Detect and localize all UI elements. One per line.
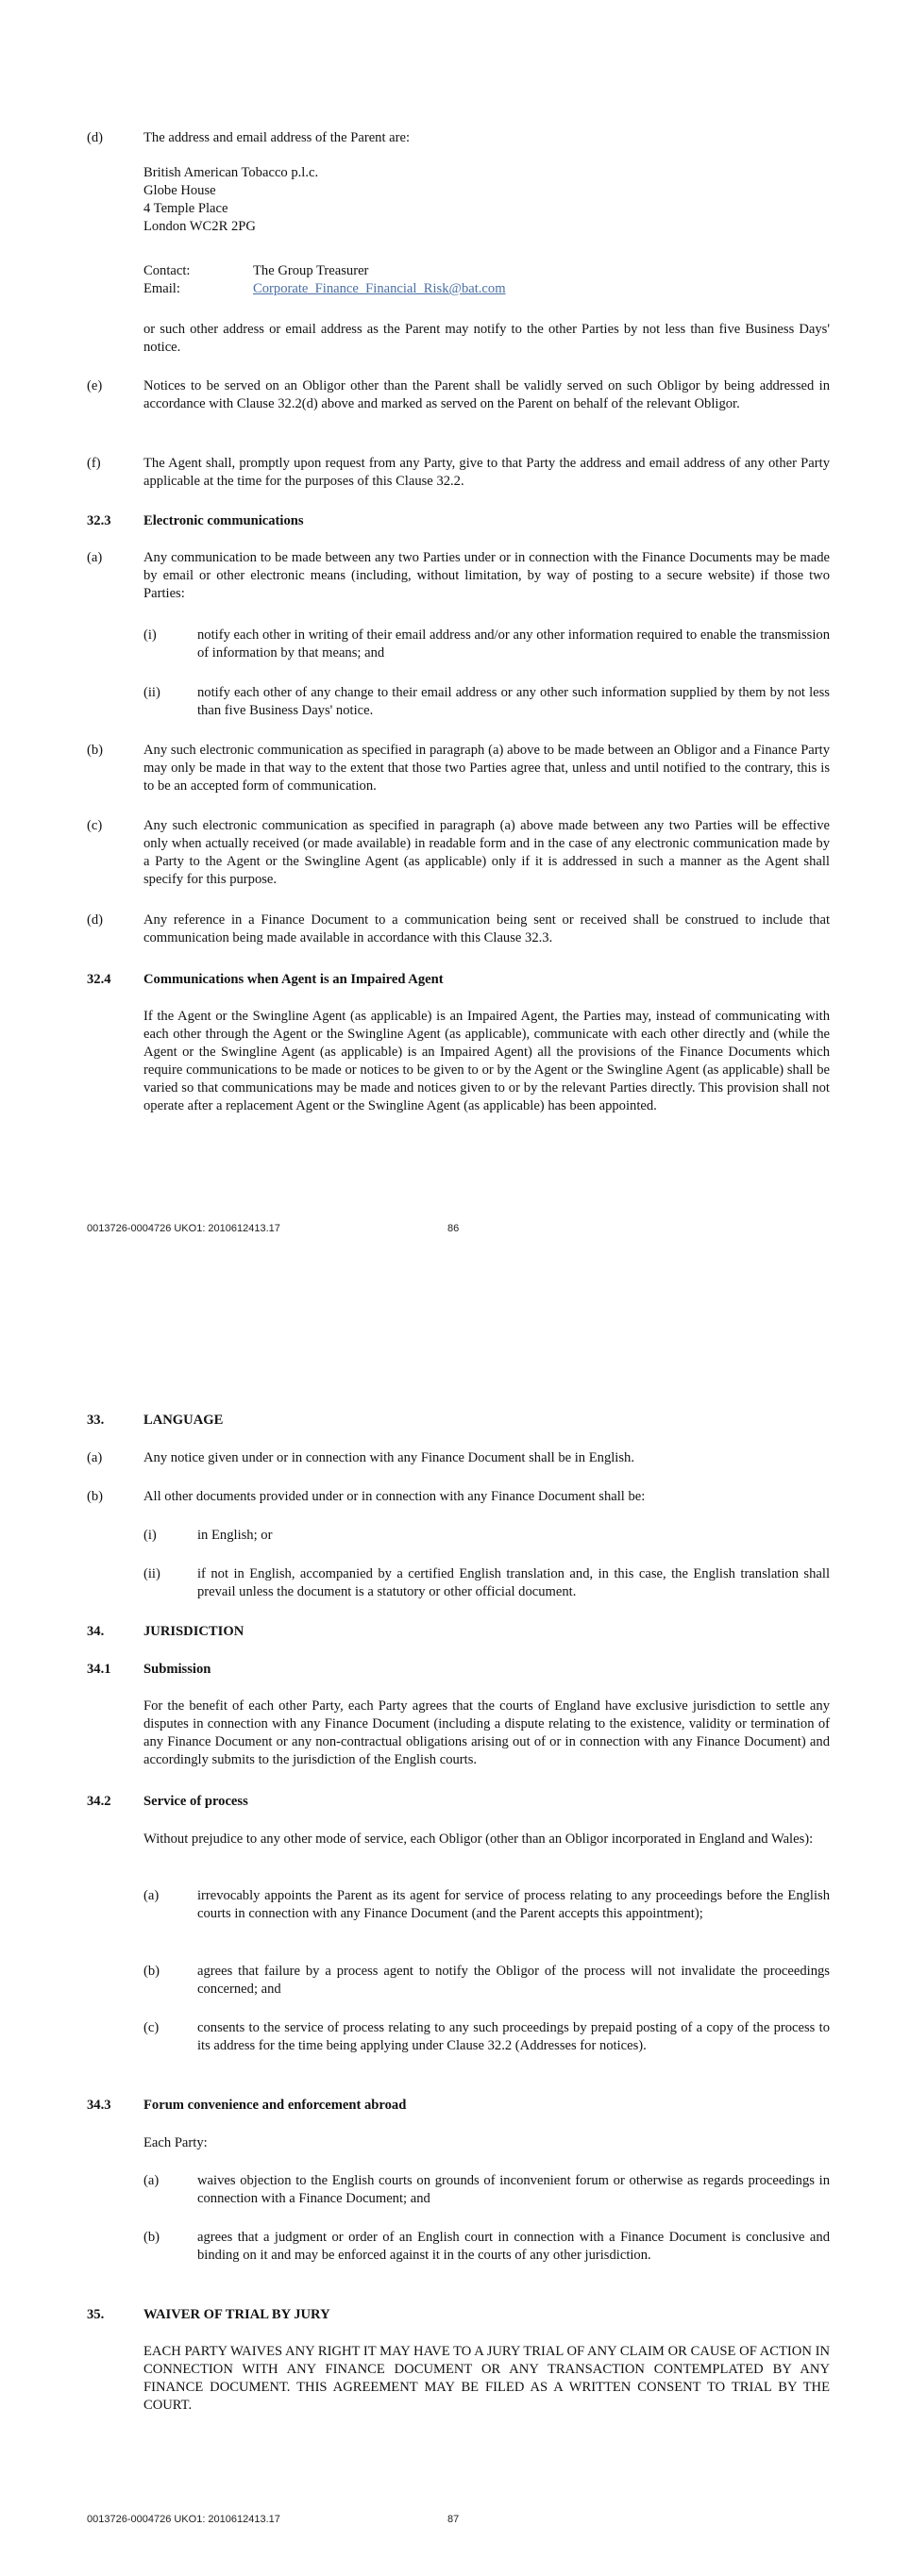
section-body: Each Party: — [143, 2135, 208, 2150]
footer-reference: 0013726-0004726 UKO1: 2010612413.17 — [87, 1223, 280, 1234]
subclause-label: (i) — [143, 1528, 157, 1543]
clause-label: (a) — [87, 550, 103, 565]
section-body: For the benefit of each other Party, each Party agrees that the courts of England have exclusive jurisdiction to settle any disputes in connection with any Finance Document (including a dispute relating to the existence, validity or termination of any Finance Document or any non-contractual obligations arising out of or in connection with any Finance Document) and accordingly submits to the jurisdiction of the English courts. — [143, 1698, 830, 1767]
section-heading: LANGUAGE — [143, 1413, 224, 1428]
clause-text: consents to the service of process relating to any such proceedings by prepaid posting of a copy of the process to its address for the time being applying under Clause 32.2 (Addresses for notices). — [197, 2020, 830, 2053]
clause-text: Any reference in a Finance Document to a communication being sent or received shall be construed to include that communication being made available in accordance with this Clause 32.3. — [143, 912, 830, 945]
section-heading: WAIVER OF TRIAL BY JURY — [143, 2307, 330, 2322]
section-heading: Forum convenience and enforcement abroad — [143, 2098, 407, 2113]
clause-text: Notices to be served on an Obligor other than the Parent shall be validly served on such Obligor by being addressed in accordance with Clause 32.2(d) above and marked as served on the Parent on behalf of the relevant Obligor. — [143, 378, 830, 411]
clause-label: (e) — [87, 378, 103, 393]
clause-text: The address and email address of the Parent are: — [143, 130, 411, 145]
clause-text: The Agent shall, promptly upon request from any Party, give to that Party the address and email address of any other Party applicable at the time for the purposes of this Clause 32.2. — [143, 456, 830, 489]
section-number: 34. — [87, 1624, 105, 1639]
clause-label: (b) — [143, 1964, 160, 1979]
clause-label: (b) — [143, 2230, 160, 2245]
clause-label: (b) — [87, 1489, 104, 1504]
subclause-text: in English; or — [197, 1528, 273, 1543]
clause-text: Any such electronic communication as specified in paragraph (a) above made between any two Parties will be effective only when actually received (or made available) in readable form and in the case of any electronic communication made by a Party to the Agent or the Swingline Agent (as applicable) only if it is addressed in such a manner as the Agent shall specify for this purpose. — [143, 818, 830, 887]
subclause-label: (ii) — [143, 1566, 160, 1581]
section-number: 34.2 — [87, 1794, 111, 1809]
clause-label: (a) — [143, 2173, 160, 2188]
subclause-text: if not in English, accompanied by a certified English translation and, in this case, the English translation shall prevail unless the document is a statutory or other official document. — [197, 1566, 830, 1599]
address-line: 4 Temple Place — [143, 201, 228, 216]
document-page-87 — [0, 1359, 910, 2576]
section-number: 32.4 — [87, 972, 111, 987]
section-heading: Service of process — [143, 1794, 248, 1809]
clause-label: (d) — [87, 130, 104, 145]
clause-label: (b) — [87, 743, 104, 758]
footer-reference: 0013726-0004726 UKO1: 2010612413.17 — [87, 2514, 280, 2525]
clause-label: (d) — [87, 912, 104, 928]
clause-label: (c) — [87, 818, 103, 833]
subclause-label: (ii) — [143, 685, 160, 700]
subclause-text: notify each other in writing of their email address and/or any other information required to enable the transmission of information by that means; and — [197, 627, 830, 661]
clause-label: (a) — [143, 1888, 160, 1903]
clause-text: Any notice given under or in connection with any Finance Document shall be in English. — [143, 1450, 634, 1465]
section-number: 34.1 — [87, 1662, 111, 1677]
address-line: London WC2R 2PG — [143, 219, 256, 234]
section-number: 33. — [87, 1413, 105, 1428]
section-number: 34.3 — [87, 2098, 111, 2113]
clause-text: agrees that a judgment or order of an English court in connection with a Finance Document is conclusive and binding on it and may be enforced against it in the courts of any other jurisdiction. — [197, 2230, 830, 2263]
section-heading: Submission — [143, 1662, 211, 1677]
address-block — [143, 164, 521, 236]
clause-text: agrees that failure by a process agent to notify the Obligor of the process will not invalidate the proceedings concerned; and — [197, 1964, 830, 1997]
clause-text: or such other address or email address as the Parent may notify to the other Parties by not less than five Business Days' notice. — [143, 322, 830, 355]
subclause-text: notify each other of any change to their email address or any other such information supplied by them by not less than five Business Days' notice. — [197, 685, 830, 718]
clause-text: All other documents provided under or in connection with any Finance Document shall be: — [143, 1489, 646, 1504]
contact-label: Contact: — [143, 263, 191, 278]
section-heading: Electronic communications — [143, 513, 304, 528]
clause-text: Any such electronic communication as specified in paragraph (a) above to be made between an Obligor and a Finance Party may only be made in that way to the extent that those two Parties agree that, unless and until notified to the contrary, this is to be an accepted form of communication. — [143, 743, 830, 794]
section-body: EACH PARTY WAIVES ANY RIGHT IT MAY HAVE TO A JURY TRIAL OF ANY CLAIM OR CAUSE OF ACTION IN CONNECTION WITH ANY FINANCE DOCUMENT OR ANY TRANSACTION CONTEMPLATED BY ANY FINANCE DOCUMENT. THIS AGREEMENT MAY BE FILED AS A WRITTEN CONSENT TO TRIAL BY THE COURT. — [143, 2344, 830, 2413]
page-number: 87 — [447, 2514, 460, 2525]
subclause-label: (i) — [143, 627, 157, 643]
email-link[interactable]: Corporate_Finance_Financial_Risk@bat.com — [253, 281, 506, 296]
section-body: Without prejudice to any other mode of service, each Obligor (other than an Obligor incorporated in England and Wales): — [143, 1832, 814, 1847]
address-line: Globe House — [143, 183, 216, 198]
section-heading: JURISDICTION — [143, 1624, 244, 1639]
section-number: 32.3 — [87, 513, 111, 528]
clause-text: waives objection to the English courts on grounds of inconvenient forum or otherwise as regards proceedings in connection with a Finance Document; and — [197, 2173, 830, 2206]
section-heading: Communications when Agent is an Impaired Agent — [143, 972, 444, 987]
clause-text: irrevocably appoints the Parent as its agent for service of process relating to any proceedings before the English courts in connection with any Finance Document (and the Parent accepts this appointment); — [197, 1888, 830, 1921]
clause-label: (a) — [87, 1450, 103, 1465]
clause-label: (f) — [87, 456, 101, 471]
section-number: 35. — [87, 2307, 105, 2322]
page-number: 86 — [447, 1223, 460, 1234]
address-line: British American Tobacco p.l.c. — [143, 165, 319, 180]
contact-value: The Group Treasurer — [253, 263, 369, 278]
email-label: Email: — [143, 281, 180, 296]
clause-label: (c) — [143, 2020, 160, 2035]
clause-text: Any communication to be made between any two Parties under or in connection with the Finance Documents may be made by email or other electronic means (including, without limitation, by way of posting to a secure website) if those two Parties: — [143, 550, 830, 601]
section-body: If the Agent or the Swingline Agent (as applicable) is an Impaired Agent, the Parties may, instead of communicating with each other through the Agent or the Swingline Agent (as applicable), communicate with each other directly and (while the Agent or the Swingline Agent (as applicable) is an Impaired Agent) all the provisions of the Finance Documents which require communications to be made or notices to be given to or by the Agent or the Swingline Agent (as applicable) shall be varied so that communications may be made and notices given to or by the relevant Parties directly. This provision shall not operate after a replacement Agent or the Swingline Agent (as applicable) has been appointed. — [143, 1009, 830, 1113]
